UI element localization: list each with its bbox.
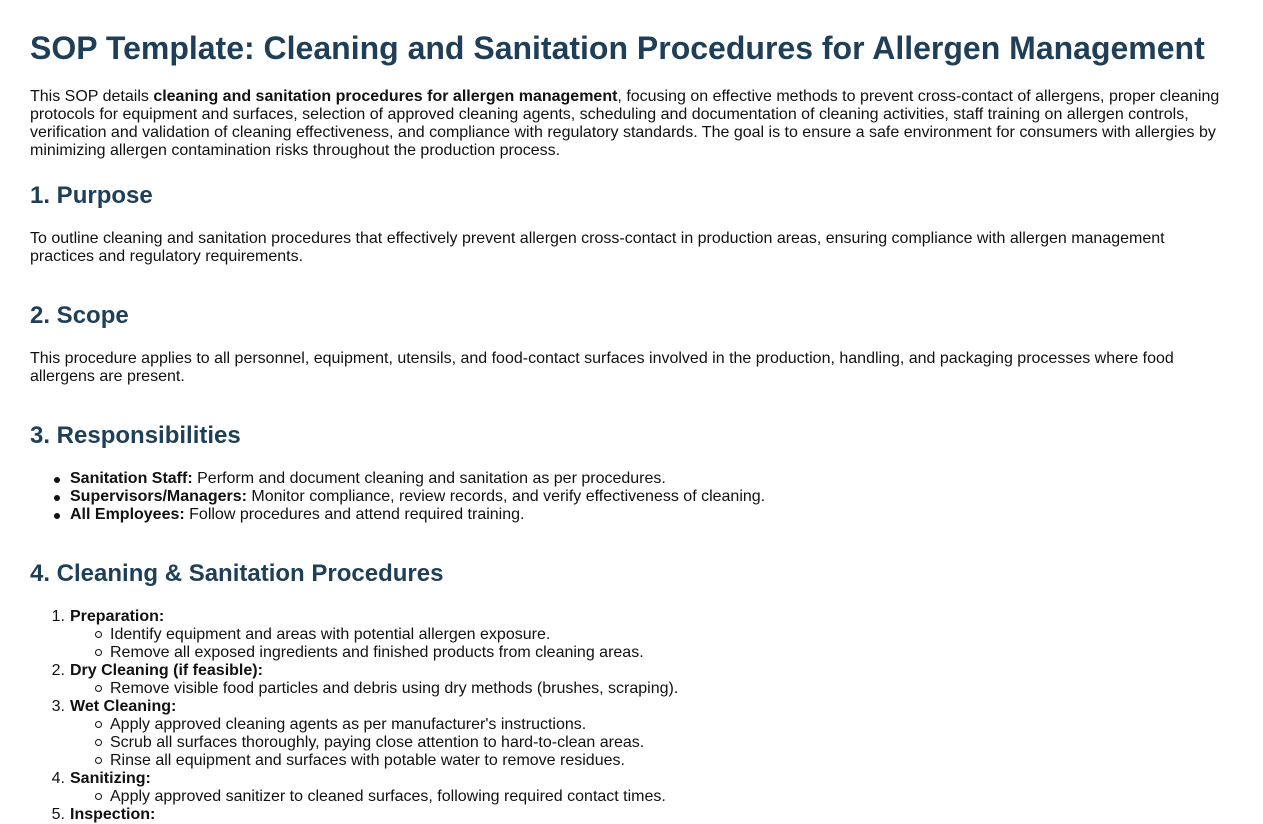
step-label: Sanitizing: — [70, 770, 151, 787]
purpose-text: To outline cleaning and sanitation procedures that effectively prevent allergen cross-contact in production areas, ensuring compliance with allergen management practices and regulatory requirements. — [30, 230, 1165, 265]
role-label: Sanitation Staff: — [70, 470, 193, 487]
section-heading-scope: 2. Scope — [30, 302, 129, 329]
procedure-step — [51, 770, 1233, 806]
role-label: Supervisors/Managers: — [70, 488, 247, 505]
procedure-step — [51, 608, 1233, 662]
step-label: Dry Cleaning (if feasible): — [70, 662, 263, 679]
list-item — [70, 470, 1233, 488]
list-item: Identify equipment and areas with potential allergen exposure. — [110, 626, 1233, 644]
step-number: 2. — [51, 662, 65, 679]
intro-prefix: This SOP details — [30, 88, 154, 105]
role-text: Monitor compliance, review records, and verify effectiveness of cleaning. — [246, 488, 766, 505]
section-purpose — [30, 182, 1233, 266]
list-item — [70, 506, 1233, 524]
list-item: Remove all exposed ingredients and finished products from cleaning areas. — [110, 644, 1233, 662]
page-title: SOP Template: Cleaning and Sanitation Procedures for Allergen Management — [30, 30, 1205, 66]
step-sublist — [70, 680, 1233, 698]
step-sublist — [70, 626, 1233, 662]
section-responsibilities — [30, 422, 1233, 524]
list-item: Apply approved sanitizer to cleaned surfaces, following required contact times. — [110, 788, 1233, 806]
role-text: Follow procedures and attend required training. — [184, 506, 525, 523]
list-item — [70, 488, 1233, 506]
step-number: 3. — [51, 698, 65, 715]
step-sublist — [70, 716, 1233, 770]
step-label: Wet Cleaning: — [70, 698, 177, 715]
section-heading-responsibilities: 3. Responsibilities — [30, 422, 241, 449]
list-item: Remove visible food particles and debris using dry methods (brushes, scraping). — [110, 680, 1233, 698]
section-scope — [30, 302, 1233, 386]
procedure-step — [51, 698, 1233, 770]
procedure-steps — [30, 608, 1233, 824]
section-heading-purpose: 1. Purpose — [30, 182, 153, 209]
section-procedures — [30, 560, 1233, 824]
step-number: 1. — [51, 608, 65, 625]
responsibilities-list — [30, 470, 1233, 524]
step-label: Inspection: — [70, 806, 156, 823]
list-item: Rinse all equipment and surfaces with potable water to remove residues. — [110, 752, 1233, 770]
step-number: 5. — [51, 806, 65, 823]
procedure-step — [51, 806, 1233, 824]
intro-suffix: , focusing on effective methods to prevent cross-contact of allergens, proper cleaning protocols for equipment and surfaces, selection of approved cleaning agents, scheduling and documentation of cleaning activities, staff training on allergen controls, verification and validation of cleaning effectiveness, and compliance with regulatory standards. The goal is to ensure a safe environment for consumers with allergies by minimizing allergen contamination risks throughout the production process. — [30, 88, 1220, 159]
role-label: All Employees: — [70, 506, 185, 523]
section-heading-procedures: 4. Cleaning & Sanitation Procedures — [30, 560, 444, 587]
list-item: Apply approved cleaning agents as per manufacturer's instructions. — [110, 716, 1233, 734]
intro-bold: cleaning and sanitation procedures for allergen management — [153, 88, 618, 105]
role-text: Perform and document cleaning and sanitation as per procedures. — [192, 470, 666, 487]
step-sublist — [70, 788, 1233, 806]
step-label: Preparation: — [70, 608, 165, 625]
step-number: 4. — [51, 770, 65, 787]
intro-paragraph — [30, 88, 1233, 160]
list-item: Scrub all surfaces thoroughly, paying close attention to hard-to-clean areas. — [110, 734, 1233, 752]
scope-text: This procedure applies to all personnel, equipment, utensils, and food-contact surfaces involved in the production, handling, and packaging processes where food allergens are present. — [30, 350, 1174, 385]
procedure-step — [51, 662, 1233, 698]
